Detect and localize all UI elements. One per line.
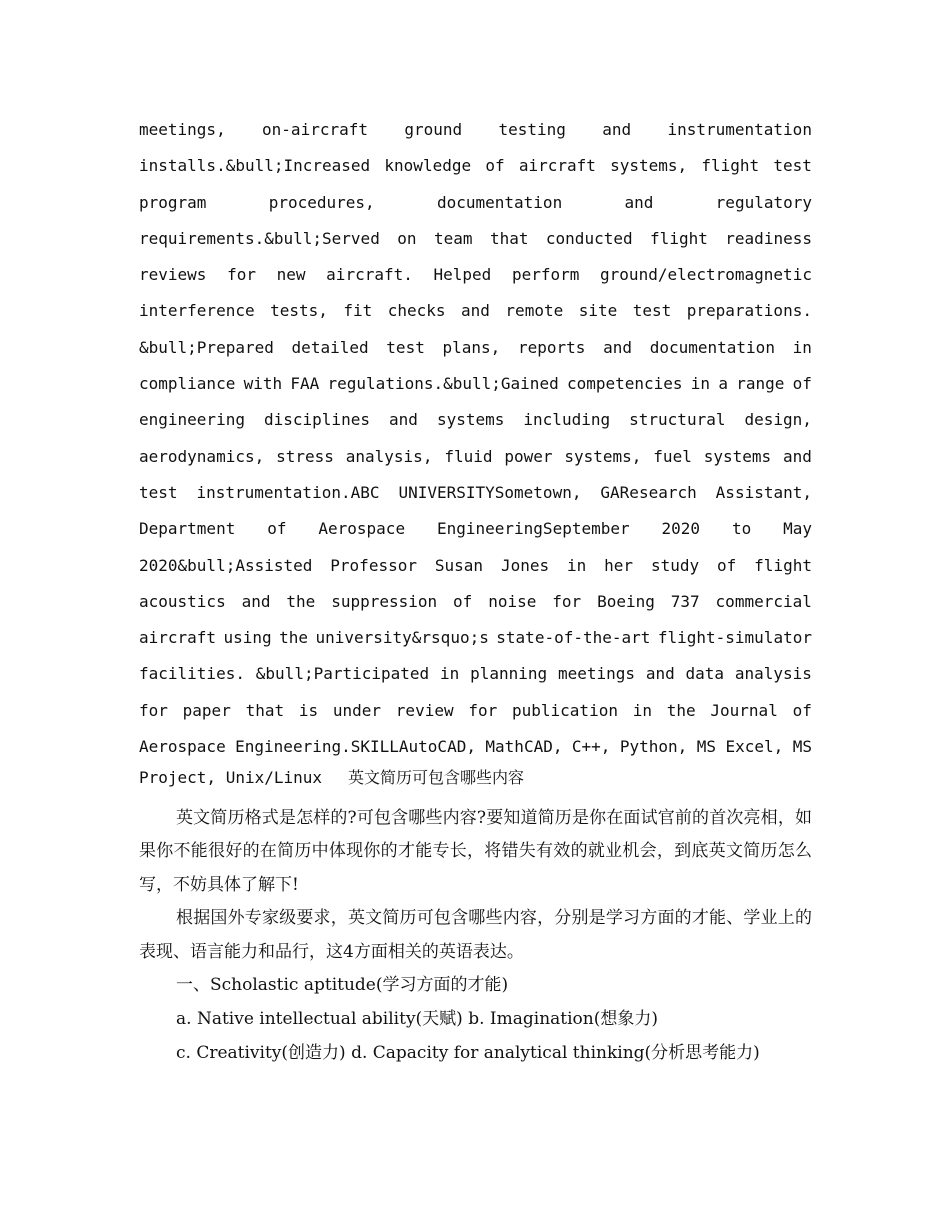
resume-word: acoustics	[139, 591, 226, 611]
resume-word: program	[139, 192, 207, 212]
resume-word: in	[632, 700, 652, 720]
resume-word: of	[717, 555, 737, 575]
resume-word: flight	[701, 156, 760, 176]
resume-word: on-aircraft	[262, 120, 368, 139]
resume-word: and	[645, 664, 675, 684]
resume-line	[139, 511, 812, 547]
resume-line	[139, 112, 812, 148]
resume-word: tests,	[270, 301, 328, 321]
resume-word: university&rsquo;s	[315, 628, 489, 648]
list-heading-scholastic: 一、Scholastic aptitude(学习方面的才能)	[176, 975, 509, 996]
resume-word: testing	[498, 120, 566, 139]
resume-word: &bull;Participated	[255, 664, 430, 684]
resume-word: planning	[470, 664, 548, 684]
resume-word: noise	[488, 591, 537, 611]
resume-word: the	[286, 591, 316, 611]
resume-word: the	[666, 700, 696, 720]
resume-word: May	[783, 519, 812, 539]
resume-word: Boeing	[597, 591, 655, 611]
resume-word: in	[439, 664, 460, 684]
resume-line	[139, 584, 812, 620]
resume-word: for	[552, 591, 582, 611]
resume-word: remote	[505, 301, 564, 321]
resume-word: regulatory	[715, 192, 812, 212]
resume-word: test	[139, 482, 178, 502]
resume-word: stress	[276, 446, 334, 466]
resume-word: for	[139, 700, 168, 720]
resume-word: meetings,	[139, 120, 226, 139]
resume-word: systems	[703, 446, 772, 466]
resume-word: UNIVERSITYSometown,	[398, 482, 582, 502]
resume-word: Helped	[433, 265, 492, 285]
resume-word: test	[386, 337, 425, 357]
resume-word: team	[433, 228, 473, 248]
resume-word: engineering	[139, 410, 245, 430]
resume-word: Jones	[500, 555, 550, 575]
paragraph-requirements: 根据国外专家级要求，英文简历可包含哪些内容，分别是学习方面的才能、学业上的表现、语言能力和品行，这4方面相关的英语表达。	[139, 908, 812, 962]
resume-word: ground	[404, 120, 463, 139]
resume-line	[139, 548, 812, 584]
resume-word: fit	[343, 301, 373, 321]
resume-last-line-text: Project, Unix/Linux	[139, 768, 323, 788]
resume-word: for	[468, 700, 498, 720]
resume-word: meetings	[557, 664, 635, 684]
resume-word: detailed	[291, 337, 369, 357]
resume-word: 2020	[661, 519, 701, 539]
resume-word: that	[489, 228, 529, 248]
resume-word: using	[223, 628, 272, 648]
resume-word: the	[279, 628, 309, 648]
resume-word: MS	[792, 737, 812, 757]
resume-word: instrumentation.ABC	[196, 482, 380, 502]
resume-word: conducted	[545, 228, 633, 248]
resume-line	[139, 620, 812, 656]
resume-word: Professor	[330, 555, 417, 575]
resume-word: &bull;Prepared	[139, 337, 274, 357]
resume-word: interference	[139, 301, 255, 321]
resume-word: on	[397, 228, 417, 248]
resume-word: of	[485, 156, 505, 176]
resume-word: documentation	[436, 192, 563, 212]
resume-text-block	[139, 112, 812, 765]
resume-word: state-of-the-art	[496, 628, 651, 648]
resume-word: data	[685, 664, 725, 684]
resume-word: C++,	[571, 737, 611, 757]
resume-word: Python,	[619, 737, 688, 757]
resume-word: that	[245, 700, 285, 720]
resume-word: competencies	[566, 374, 683, 394]
resume-word: procedures,	[268, 192, 375, 212]
resume-word: MS	[696, 737, 717, 757]
resume-word: publication	[512, 700, 618, 720]
resume-word: fluid	[444, 446, 493, 466]
resume-word: of	[453, 591, 473, 611]
resume-word: aircraft.	[326, 265, 413, 285]
resume-word: aircraft	[518, 156, 596, 176]
resume-line	[139, 257, 812, 293]
resume-word: Aerospace	[318, 519, 406, 539]
resume-line	[139, 330, 812, 366]
resume-word: ground/electromagnetic	[600, 265, 812, 285]
resume-word: of	[792, 700, 812, 720]
resume-word: 2020&bull;Assisted	[139, 555, 313, 575]
resume-word: installs.&bull;Increased	[139, 156, 371, 176]
resume-word: of	[792, 374, 812, 394]
resume-word: of	[267, 519, 287, 539]
resume-line	[139, 366, 812, 402]
resume-word: and	[461, 301, 490, 321]
resume-word: power	[504, 446, 553, 466]
resume-word: facilities.	[139, 664, 245, 684]
resume-word: knowledge	[384, 156, 472, 176]
resume-word: structural	[629, 410, 726, 430]
resume-word: and	[624, 192, 654, 212]
resume-word: is	[298, 700, 319, 720]
resume-word: aerodynamics,	[139, 446, 265, 466]
resume-word: in	[792, 337, 812, 357]
resume-word: compliance	[139, 374, 236, 394]
resume-word: including	[523, 410, 611, 430]
resume-word: MathCAD,	[485, 737, 563, 757]
resume-word: GAResearch	[600, 482, 697, 502]
resume-word: Aerospace	[139, 737, 226, 757]
resume-line	[139, 729, 812, 765]
resume-word: analysis	[734, 664, 812, 684]
resume-line	[139, 402, 812, 438]
resume-word: a	[718, 374, 728, 394]
resume-word: Journal	[710, 700, 778, 720]
resume-word: Excel,	[725, 737, 784, 757]
resume-word: FAA	[290, 374, 320, 394]
resume-word: and	[603, 337, 633, 357]
resume-word: review	[395, 700, 454, 720]
resume-word: plans,	[442, 337, 501, 357]
resume-word: flight	[650, 228, 708, 248]
resume-word: preparations.	[686, 301, 812, 321]
resume-word: reports	[518, 337, 586, 357]
resume-word: to	[731, 519, 752, 539]
resume-word: Engineering.SKILLAutoCAD,	[235, 737, 476, 757]
resume-word: 737	[670, 591, 700, 611]
resume-word: study	[650, 555, 700, 575]
resume-word: Susan	[434, 555, 484, 575]
resume-line	[139, 475, 812, 511]
resume-word: Assistant,	[715, 482, 812, 502]
document-body	[139, 112, 812, 1071]
resume-word: in	[690, 374, 711, 394]
resume-word: new	[276, 265, 306, 285]
resume-line	[139, 693, 812, 729]
article-body	[139, 802, 812, 1072]
resume-word: and	[389, 410, 418, 430]
resume-word: in	[567, 555, 587, 575]
resume-word: regulations.&bull;Gained	[327, 374, 559, 394]
resume-word: suppression	[331, 591, 438, 611]
resume-word: systems,	[564, 446, 642, 466]
resume-word: EngineeringSeptember	[436, 519, 630, 539]
resume-word: documentation	[649, 337, 775, 357]
resume-line	[139, 656, 812, 692]
resume-line	[139, 293, 812, 329]
resume-word: and	[241, 591, 271, 611]
resume-word: flight	[754, 555, 812, 575]
resume-word: test	[632, 301, 672, 321]
resume-word: commercial	[715, 591, 812, 611]
resume-word: and	[782, 446, 812, 466]
resume-word: readiness	[725, 228, 812, 248]
resume-word: for	[227, 265, 256, 285]
resume-word: reviews	[139, 265, 207, 285]
resume-word: site	[578, 301, 618, 321]
resume-word: Department	[139, 519, 236, 539]
resume-word: under	[332, 700, 382, 720]
resume-word: systems	[436, 410, 505, 430]
list-item-cd: c. Creativity(创造力) d. Capacity for analytical thinking(分析思考能力)	[176, 1043, 760, 1064]
resume-word: systems,	[610, 156, 688, 176]
resume-word: with	[243, 374, 283, 394]
resume-word: perform	[511, 265, 580, 285]
resume-word: checks	[387, 301, 446, 321]
resume-line	[139, 185, 812, 221]
resume-word: test	[773, 156, 812, 176]
list-item-ab: a. Native intellectual ability(天赋) b. Imagination(想象力)	[176, 1008, 658, 1029]
resume-word: fuel	[653, 446, 692, 466]
resume-word: requirements.&bull;Served	[139, 228, 380, 248]
resume-word: flight-simulator	[657, 628, 812, 648]
resume-line	[139, 221, 812, 257]
resume-word: paper	[182, 700, 231, 720]
resume-word: disciplines	[264, 410, 370, 430]
resume-word: aircraft	[139, 628, 217, 648]
section-heading: 英文简历可包含哪些内容	[348, 768, 525, 788]
resume-word: instrumentation	[667, 120, 812, 139]
resume-word: analysis,	[345, 446, 433, 466]
resume-line	[139, 148, 812, 184]
resume-last-line	[139, 765, 812, 801]
resume-word: range	[736, 374, 785, 394]
resume-line	[139, 439, 812, 475]
resume-word: and	[602, 120, 632, 139]
resume-word: design,	[744, 410, 812, 430]
resume-word: her	[604, 555, 634, 575]
paragraph-intro: 英文简历格式是怎样的?可包含哪些内容?要知道简历是你在面试官前的首次亮相，如果你不能很好的在简历中体现你的才能专长，将错失有效的就业机会，到底英文简历怎么写，不妨具体了解下!	[139, 807, 812, 895]
